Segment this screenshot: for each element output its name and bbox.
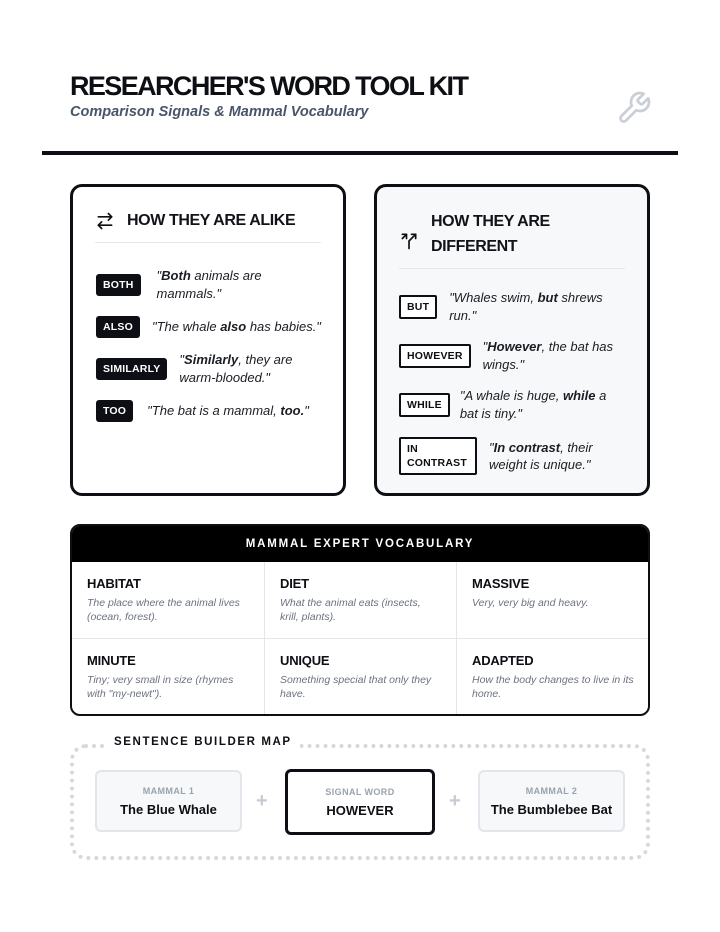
swap-arrows-icon bbox=[95, 211, 115, 231]
vocab-term: ADAPTED bbox=[472, 653, 534, 668]
vocabulary-table bbox=[70, 524, 650, 716]
vocab-cell bbox=[72, 639, 265, 716]
vocab-cell bbox=[265, 639, 457, 716]
slot-caption: SIGNAL WORD bbox=[325, 786, 395, 797]
vocab-definition: Something special that only they have. bbox=[280, 674, 432, 700]
slot-caption: MAMMAL 2 bbox=[525, 785, 578, 796]
page-title: RESEARCHER'S WORD TOOL KIT bbox=[70, 71, 468, 101]
signal-tag: ALSO bbox=[96, 316, 140, 338]
vocab-definition: What the animal eats (insects, krill, plants). bbox=[280, 597, 421, 623]
alike-item bbox=[96, 316, 336, 338]
wrench-icon bbox=[616, 90, 652, 126]
alike-card-title: HOW THEY ARE ALIKE bbox=[127, 212, 296, 229]
alike-card bbox=[70, 184, 346, 496]
alike-item bbox=[96, 400, 336, 422]
vocab-cell bbox=[72, 562, 265, 639]
vocab-cell bbox=[265, 562, 457, 639]
example-sentence: "In contrast, their weight is unique." bbox=[489, 439, 593, 472]
example-sentence: "However, the bat has wings." bbox=[482, 339, 614, 372]
vocab-term: UNIQUE bbox=[280, 653, 330, 668]
signal-tag: BUT bbox=[399, 295, 437, 319]
slot-value: The Bumblebee Bat bbox=[490, 801, 613, 817]
header-divider bbox=[42, 151, 678, 155]
mammal-1-slot bbox=[95, 770, 242, 832]
different-item bbox=[399, 338, 629, 373]
vocab-definition: Tiny; very small in size (rhymes with "my-newt"). bbox=[87, 674, 234, 700]
vocab-term: MINUTE bbox=[87, 653, 136, 668]
different-card-title: HOW THEY ARE DIFFERENT bbox=[431, 212, 550, 255]
mammal-2-slot bbox=[478, 770, 625, 832]
example-sentence: "Whales swim, but shrews run." bbox=[449, 290, 603, 323]
vocab-definition: Very, very big and heavy. bbox=[472, 597, 589, 609]
example-sentence: "The whale also has babies." bbox=[151, 319, 321, 335]
signal-word-slot bbox=[285, 769, 435, 835]
vocab-cell bbox=[457, 562, 648, 639]
split-arrows-icon bbox=[399, 231, 419, 251]
different-item bbox=[399, 289, 629, 324]
different-item bbox=[399, 437, 629, 475]
vocab-definition: How the body changes to live in its home. bbox=[472, 674, 634, 700]
alike-card-header bbox=[95, 205, 321, 243]
vocab-term: HABITAT bbox=[87, 576, 141, 591]
sentence-builder-title: SENTENCE BUILDER MAP bbox=[106, 736, 300, 748]
alike-item bbox=[96, 267, 326, 302]
plus-icon: + bbox=[449, 790, 461, 812]
vocab-cell bbox=[457, 639, 648, 716]
vocab-term: DIET bbox=[280, 576, 309, 591]
alike-item bbox=[96, 351, 326, 386]
vocab-definition: The place where the animal lives (ocean, forest). bbox=[87, 597, 240, 623]
page-subtitle: Comparison Signals & Mammal Vocabulary bbox=[70, 104, 369, 120]
different-card-header bbox=[399, 205, 625, 269]
vocabulary-title: MAMMAL EXPERT VOCABULARY bbox=[72, 526, 648, 562]
signal-tag: BOTH bbox=[96, 274, 141, 296]
different-item bbox=[399, 387, 629, 422]
slot-caption: MAMMAL 1 bbox=[142, 785, 195, 796]
plus-icon: + bbox=[256, 790, 268, 812]
slot-value: The Blue Whale bbox=[120, 801, 217, 817]
example-sentence: "Both animals are mammals." bbox=[156, 268, 262, 301]
example-sentence: "A whale is huge, while a bat is tiny." bbox=[459, 388, 607, 421]
page-header bbox=[70, 70, 660, 130]
example-sentence: "Similarly, they are warm-blooded." bbox=[179, 352, 293, 385]
signal-tag: TOO bbox=[96, 400, 133, 422]
signal-tag: HOWEVER bbox=[399, 344, 471, 368]
vocab-term: MASSIVE bbox=[472, 576, 530, 591]
example-sentence: "The bat is a mammal, too." bbox=[147, 403, 309, 419]
signal-tag: IN CONTRAST bbox=[399, 437, 477, 475]
different-card bbox=[374, 184, 650, 496]
signal-tag: WHILE bbox=[399, 393, 450, 417]
slot-value: HOWEVER bbox=[326, 802, 394, 818]
signal-tag: SIMILARLY bbox=[96, 358, 167, 380]
sentence-builder-map bbox=[70, 736, 650, 860]
